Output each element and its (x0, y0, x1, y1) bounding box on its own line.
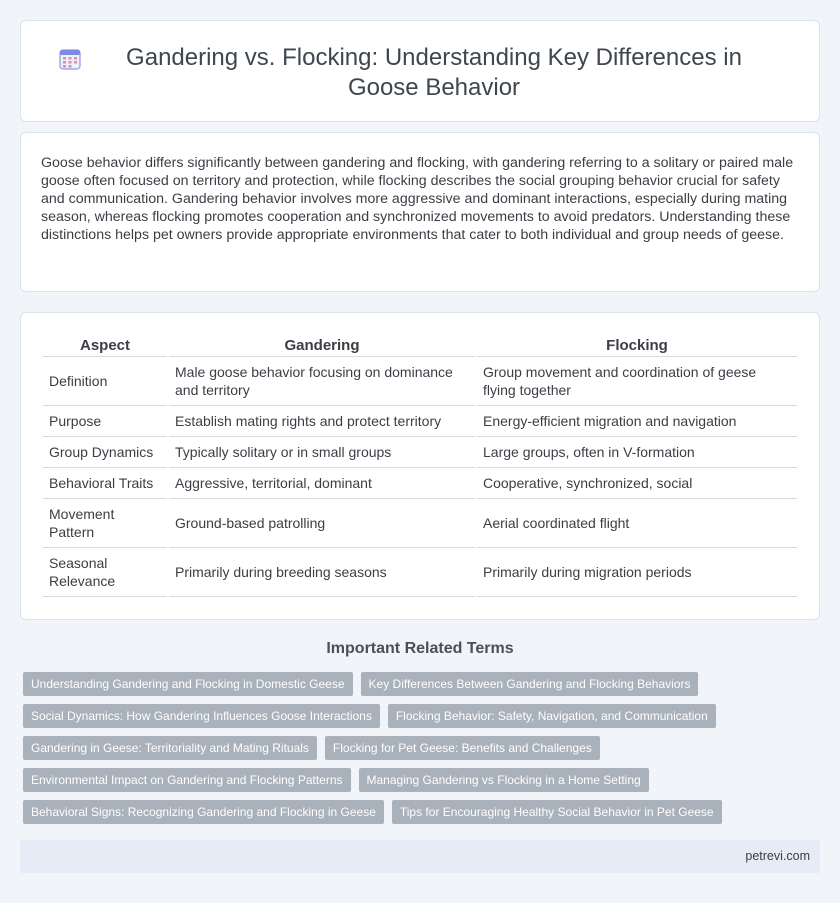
related-term-tag[interactable]: Social Dynamics: How Gandering Influences Goose Interactions (23, 704, 380, 728)
row-aspect: Behavioral Traits (43, 468, 167, 499)
row-flocking: Aerial coordinated flight (477, 499, 797, 548)
row-aspect: Definition (43, 357, 167, 406)
related-term-tag[interactable]: Understanding Gandering and Flocking in Domestic Geese (23, 672, 353, 696)
row-flocking: Primarily during migration periods (477, 548, 797, 597)
row-flocking: Group movement and coordination of geese flying together (477, 357, 797, 406)
footer (20, 840, 820, 873)
row-gandering: Ground-based patrolling (169, 499, 475, 548)
table-row (43, 499, 797, 548)
row-flocking: Large groups, often in V-formation (477, 437, 797, 468)
related-term-tag[interactable]: Flocking for Pet Geese: Benefits and Challenges (325, 736, 600, 760)
related-term-tag[interactable]: Flocking Behavior: Safety, Navigation, and Communication (388, 704, 716, 728)
header-flocking: Flocking (477, 335, 797, 357)
related-term-tag[interactable]: Key Differences Between Gandering and Flocking Behaviors (361, 672, 699, 696)
row-flocking: Cooperative, synchronized, social (477, 468, 797, 499)
row-aspect: Purpose (43, 406, 167, 437)
table-row (43, 437, 797, 468)
row-aspect: Movement Pattern (43, 499, 167, 548)
page-title: Gandering vs. Flocking: Understanding Key Differences in Goose Behavior (126, 44, 742, 101)
row-gandering: Aggressive, territorial, dominant (169, 468, 475, 499)
row-gandering: Typically solitary or in small groups (169, 437, 475, 468)
header-aspect: Aspect (43, 335, 167, 357)
related-term-tag[interactable]: Managing Gandering vs Flocking in a Home Setting (359, 768, 649, 792)
row-aspect: Seasonal Relevance (43, 548, 167, 597)
header-gandering: Gandering (169, 335, 475, 357)
comparison-table (41, 335, 799, 597)
table-row (43, 406, 797, 437)
intro-card (20, 132, 820, 292)
comparison-card (20, 312, 820, 620)
related-term-tag[interactable]: Behavioral Signs: Recognizing Gandering and Flocking in Geese (23, 800, 384, 824)
related-term-tag[interactable]: Environmental Impact on Gandering and Flocking Patterns (23, 768, 351, 792)
related-term-tag[interactable]: Gandering in Geese: Territoriality and Mating Rituals (23, 736, 317, 760)
row-flocking: Energy-efficient migration and navigation (477, 406, 797, 437)
title-card (20, 20, 820, 122)
row-gandering: Male goose behavior focusing on dominance and territory (169, 357, 475, 406)
row-gandering: Primarily during breeding seasons (169, 548, 475, 597)
related-terms-list (23, 672, 823, 832)
related-term-tag[interactable]: Tips for Encouraging Healthy Social Behavior in Pet Geese (392, 800, 722, 824)
row-gandering: Establish mating rights and protect territory (169, 406, 475, 437)
table-row (43, 548, 797, 597)
intro-paragraph: Goose behavior differs significantly between gandering and flocking, with gandering referring to a solitary or paired male goose often focused on territory and protection, while flocking describes the social grouping behavior crucial for safety and communication. Gandering behavior involves more aggressive and dominant interactions, especially during mating season, whereas flocking promotes cooperation and synchronized movements to avoid predators. Understanding these distinctions helps pet owners provide appropriate environments that cater to both individual and group needs of geese. (41, 155, 794, 243)
related-terms-heading: Important Related Terms (326, 640, 514, 657)
table-row (43, 357, 797, 406)
table-row (43, 468, 797, 499)
site-link[interactable]: petrevi.com (745, 849, 810, 863)
row-aspect: Group Dynamics (43, 437, 167, 468)
